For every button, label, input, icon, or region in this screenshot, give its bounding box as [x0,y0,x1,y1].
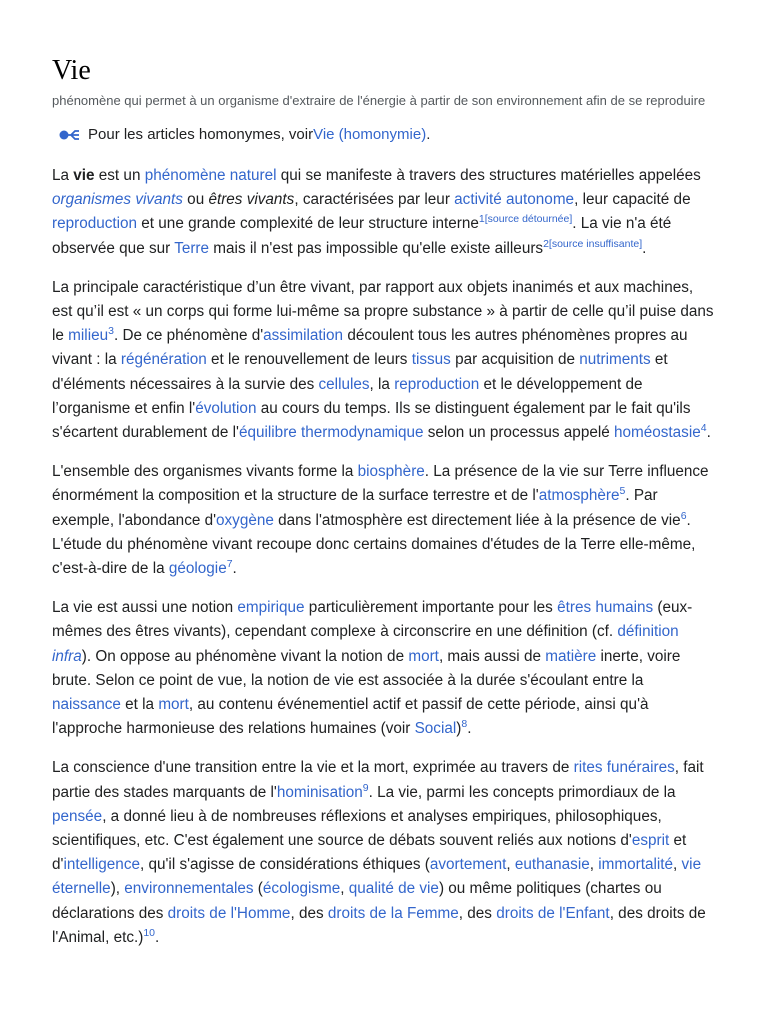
ref-link-1[interactable]: 1 [478,213,485,226]
link-phenomene-naturel[interactable]: phénomène naturel [144,167,277,184]
link-hominisation[interactable]: hominisation [276,783,363,801]
link-geologie[interactable]: géologie [168,560,227,578]
ref-link-8[interactable]: 8 [461,718,468,731]
link-equilibre-thermodynamique[interactable]: équilibre thermodynamique [238,424,424,442]
link-atmosphere[interactable]: atmosphère [538,487,620,505]
ref-link-2[interactable]: 2 [543,237,549,250]
link-avortement[interactable]: avortement [429,856,507,874]
link-nutriments[interactable]: nutriments [579,351,651,369]
link-immortalite[interactable]: immortalité [598,856,674,874]
paragraph-4: La vie est aussi une notion empirique particulièrement importante pour les êtres humains (eux-mêmes des êtres vivants), cependant complexe à circonscrire en une définition (cf. définition infra). On oppose au phénomène vivant la notion de mort, mais aussi de matière inerte, voire brute. Selon ce point de vue, la notion de vie est associée à la durée s'écoulant entre la naissance et la mort, au contenu événementiel actif et passif de cette période, ainsi qu'à l'approche harmonieuse des relations humaines (voir Social)$^8$. [52,599,693,738]
link-social[interactable]: Social [414,720,457,738]
link-reproduction[interactable]: reproduction [52,215,138,233]
paragraph-2: La principale caractéristique d’un être vivant, par rapport aux objets inanimés et aux machines, est qu’il est « un corps qui forme lui-même sa propre substance » à partir de celle qu’il puise dans le milieu$^3$. De ce phénomène d'assimilation découlent tous les autres phénomènes propres au vivant : la régénération et le renouvellement de leurs tissus par acquisition de nutriments et d'éléments nécessaires à la survie des cellules, la reproduction et le développement de l’organisme et enfin l'évolution au cours du temps. Ils se distinguent également par le fait qu'ils s'écartent durablement de l'équilibre thermodynamique selon un processus appelé homéostasie$^4$. [52,278,714,442]
link-droits-femme[interactable]: droits de la Femme [327,904,459,922]
link-etres-humains[interactable]: êtres humains [557,599,654,617]
ref-link-5[interactable]: 5 [619,485,626,498]
link-environnementales[interactable]: environnementales [124,880,254,898]
link-mort[interactable]: mort [408,647,439,665]
link-homeostasie[interactable]: homéostasie [614,424,701,442]
link-regeneration[interactable]: régénération [120,351,207,369]
link-cellules[interactable]: cellules [318,375,370,393]
link-tissus[interactable]: tissus [411,351,451,369]
ref-2-note [549,238,642,250]
link-mort-2[interactable]: mort [158,696,189,714]
ref-link-10[interactable]: 10 [143,926,156,939]
link-matiere[interactable]: matière [545,647,597,665]
ref-link-3[interactable]: 3 [108,325,114,338]
page-title: Vie [52,55,91,86]
hatnote: Pour les articles homonymes, voir Vie (homonymie) . [58,124,716,146]
source-insuffisante-link[interactable]: [source insuffisante] [548,237,643,250]
link-evolution[interactable]: évolution [195,399,257,417]
bold-vie: vie [73,167,95,184]
paragraph-3: L'ensemble des organismes vivants forme la biosphère. La présence de la vie sur Terre influence énormément la composition et la structure de la surface terrestre et de l'atmosphère$^5$. Par exemple, l'abondance d'oxygène dans l'atmosphère est directement liée à la présence de vie$^6$. L'étude du phénomène vivant recoupe donc certains domaines d'études de la Terre elle-même, c'est-à-dire de la géologie$^7$. [52,463,709,578]
link-definition-infra[interactable]: définition infra [52,623,679,665]
link-intelligence[interactable]: intelligence [63,856,140,874]
link-vie-eternelle[interactable]: vie éternelle [52,856,702,898]
link-organismes-vivants[interactable]: organismes vivants [52,191,183,209]
ref-10 [143,927,155,939]
source-detournee-link[interactable]: [source détournée] [484,213,573,226]
paragraph-1: La vie est un phénomène naturel qui se manifeste à travers des structures matérielles appelées organismes vivants ou êtres vivants, caractérisées par leur activité autonome, leur capacité de reproduction et une grande complexité de leur structure interne$^{1[source détournée]}$. La vie n'a été observée que sur Terre mais il n'est pas impossible qu'elle existe ailleurs$^{2[source insuffisante]}$. [52,167,701,257]
link-assimilation[interactable]: assimilation [263,327,344,345]
link-empirique[interactable]: empirique [237,599,305,617]
ref-link-6[interactable]: 6 [680,509,687,522]
link-activite-autonome[interactable]: activité autonome [454,191,575,209]
link-naissance[interactable]: naissance [52,696,121,714]
ref-link-7[interactable]: 7 [226,557,233,570]
link-euthanasie[interactable]: euthanasie [514,856,590,874]
ref-1-note [485,213,573,225]
link-milieu[interactable]: milieu [68,327,109,345]
link-ecologisme[interactable]: écologisme [262,880,341,898]
ref-link-9[interactable]: 9 [362,781,369,794]
link-droits-homme[interactable]: droits de l'Homme [167,904,291,922]
link-reproduction-2[interactable]: reproduction [394,375,480,393]
ref-link-4[interactable]: 4 [700,421,707,434]
italic-etres-vivants: êtres vivants [208,191,295,209]
link-terre[interactable]: Terre [174,239,210,257]
disambiguation-icon [58,128,80,142]
link-biosphere[interactable]: biosphère [357,463,425,481]
hatnote-prefix: Pour les articles homonymes, voir [88,126,314,143]
link-oxygene[interactable]: oxygène [216,511,274,529]
link-qualite-de-vie[interactable]: qualité de vie [348,880,439,898]
link-rites-funeraires[interactable]: rites funéraires [573,759,675,777]
link-esprit[interactable]: esprit [631,832,670,850]
page-subtitle: phénomène qui permet à un organisme d'extraire de l'énergie à partir de son environnement afin de se reproduire [52,93,706,108]
link-vie-homonymie[interactable]: Vie (homonymie) [313,126,427,143]
link-pensee[interactable]: pensée [52,807,103,825]
link-droits-enfant[interactable]: droits de l'Enfant [496,904,610,922]
paragraph-5: La conscience d'une transition entre la vie et la mort, exprimée au travers de rites funéraires, fait partie des stades marquants de l'hominisation$^9$. La vie, parmi les concepts primordiaux de la pensée, a donné lieu à de nombreuses réflexions et analyses empiriques, philosophiques, scientifiques, etc. C'est également une source de débats souvent reliés aux notions d'esprit et d'intelligence, qu'il s'agisse de considérations éthiques (avortement, euthanasie, immortalité, vie éternelle), environnementales (écologisme, qualité de vie) ou même politiques (chartes ou déclarations des droits de l'Homme, des droits de la Femme, des droits de l'Enfant, des droits de l'Animal, etc.)$^{10}$. [52,759,706,946]
